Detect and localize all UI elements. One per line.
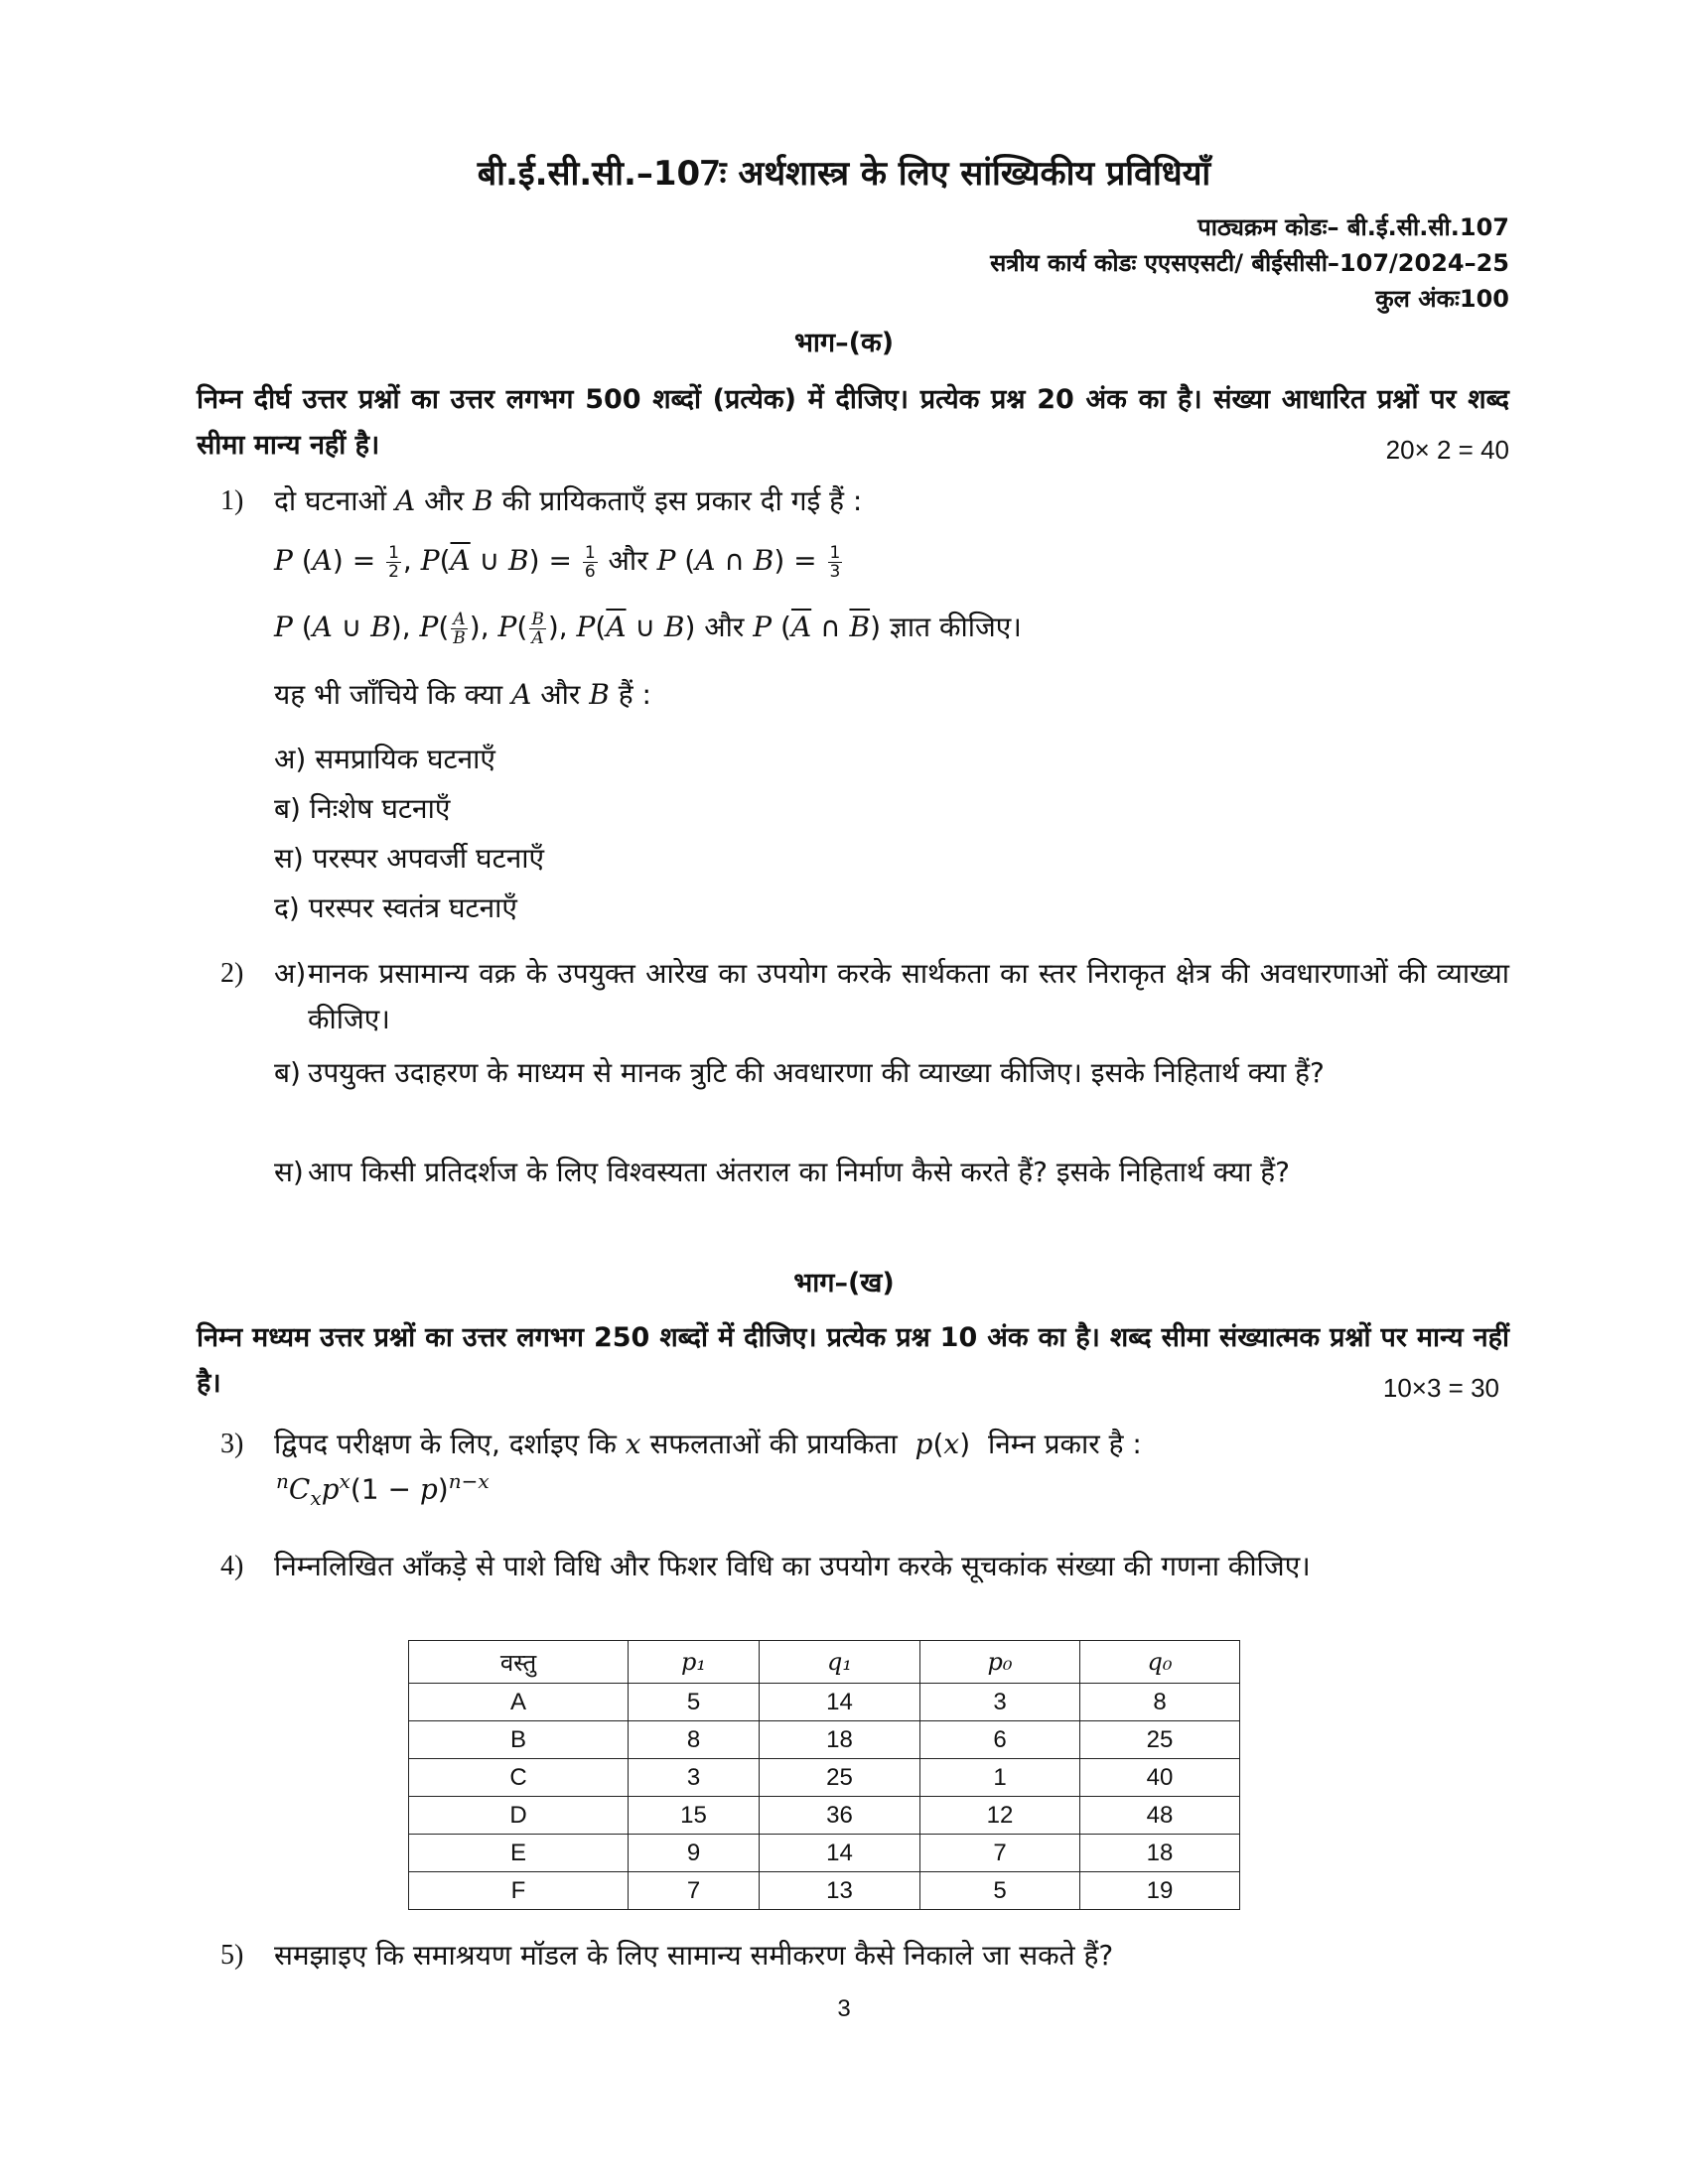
q1-number: 1) (220, 485, 244, 516)
col-header-p0: p₀ (920, 1641, 1080, 1684)
table-cell: 18 (1080, 1835, 1240, 1872)
q1-option-c: स) परस्पर अपवर्जी घटनाएँ (274, 842, 544, 875)
q2-part-b-text: उपयुक्त उदाहरण के माध्यम से मानक त्रुटि की अवधारणा की व्याख्या कीजिए। इसके निहितार्थ क्या हैं? (308, 1056, 1325, 1089)
page-number: 3 (837, 1995, 851, 2022)
table-cell: 48 (1080, 1797, 1240, 1835)
q4-text: निम्नलिखित आँकड़े से पाशे विधि और फिशर विधि का उपयोग करके सूचकांक संख्या की गणना कीजिए। (274, 1550, 1311, 1582)
q1-text-and: और (424, 484, 465, 517)
q3-text-before: द्विपद परीक्षण के लिए, दर्शाइए कि (274, 1428, 617, 1460)
table-cell: 8 (1080, 1684, 1240, 1721)
q1-check-before: यह भी जाँचिये कि क्या (274, 678, 503, 711)
q1-var-a: A (395, 484, 416, 517)
q1-text-after: की प्रायिकताएँ इस प्रकार दी गई हैं : (501, 484, 863, 517)
q1-check-a: A (511, 678, 532, 711)
table-cell: B (409, 1721, 629, 1759)
q3-number: 3) (220, 1429, 244, 1459)
table-cell: F (409, 1872, 629, 1910)
table-cell: 5 (920, 1872, 1080, 1910)
table-cell: E (409, 1835, 629, 1872)
q1-check-line (274, 675, 651, 713)
q1-text-before: दो घटनाओं (274, 484, 387, 517)
table-header-row (409, 1641, 1240, 1684)
data-table (408, 1640, 1240, 1910)
document-title: बी.ई.सी.सी.–107ः अर्थशास्त्र के लिए सांख्यिकीय प्रविधियाँ (477, 154, 1211, 194)
table-cell: 15 (629, 1797, 760, 1835)
q2-part-a (274, 951, 1509, 1042)
q2-part-c (274, 1150, 1450, 1195)
col-header-p1: p₁ (629, 1641, 760, 1684)
table-cell: 9 (629, 1835, 760, 1872)
table-cell: C (409, 1759, 629, 1797)
q3-text-after: सफलताओं की प्रायकिता (649, 1428, 898, 1460)
q1-check-and: और (540, 678, 581, 711)
table-cell: 13 (760, 1872, 920, 1910)
q4-number: 4) (220, 1551, 244, 1581)
q2-part-c-label: स) (274, 1156, 304, 1188)
table-cell: 6 (920, 1721, 1080, 1759)
table-row (409, 1835, 1240, 1872)
q3-formula: $^nC_xp^x(1 - p)^{n-x}$ (276, 1469, 490, 1510)
q2-part-c-text: आप किसी प्रतिदर्शज के लिए विश्वस्यता अंतराल का निर्माण कैसे करते हैं? इसके निहितार्थ क्या हैं? (308, 1156, 1290, 1188)
col-header-q1: q₁ (760, 1641, 920, 1684)
table-row (409, 1684, 1240, 1721)
q1-var-b: B (473, 484, 493, 517)
table-row (409, 1759, 1240, 1797)
table-row (409, 1872, 1240, 1910)
q3-text: द्विपद परीक्षण के लिए, दर्शाइए कि x सफलताओं की प्रायकिता p(x) निम्न प्रकार है : (274, 1428, 1142, 1460)
q1-option-a: अ) समप्रायिक घटनाएँ (274, 743, 495, 775)
table-cell: 14 (760, 1684, 920, 1721)
q1-option-b: ब) निःशेष घटनाएँ (274, 792, 451, 825)
part-b-heading: भाग–(ख) (793, 1268, 895, 1298)
table-cell: 3 (920, 1684, 1080, 1721)
table-cell: 12 (920, 1797, 1080, 1835)
table-cell: 1 (920, 1759, 1080, 1797)
q1-given-probabilities: P (A) = $\frac{1}{2}$ , $P(\overline{A}$ ∪ B) = $\frac{1}{6}$ और P (A ∩ B) = $\frac{1}{3}$ (274, 542, 841, 582)
part-b-instruction-text: निम्न मध्यम उत्तर प्रश्नों का उत्तर लगभग 250 शब्दों में दीजिए। प्रत्येक प्रश्न 10 अंक का है। शब्द सीमा संख्यात्मक प्रश्नों पर मान्य नहीं है। (197, 1322, 1509, 1399)
table-cell: 25 (1080, 1721, 1240, 1759)
part-b-marks: 10×3 = 30 (1382, 1373, 1499, 1403)
q2-part-b (274, 1050, 1509, 1096)
table-cell: 40 (1080, 1759, 1240, 1797)
q1-given-and: और (608, 544, 648, 577)
q1-check-b: B (589, 678, 610, 711)
q2-part-a-label: अ) (274, 957, 307, 990)
q2-part-a-text: मानक प्रसामान्य वक्र के उपयुक्त आरेख का उपयोग करके सार्थकता का स्तर निराकृत क्षेत्र की अवधारणाओं की व्याख्या कीजिए। (308, 957, 1509, 1035)
part-a-instruction (197, 377, 1509, 469)
table-cell: 3 (629, 1759, 760, 1797)
q1-text (274, 478, 1509, 524)
q1-find-line: P (A ∪ B), P( $\frac{A}{B}$ ), P( $\frac{B}{A}$ ), $P(\overline{A}$ ∪ B) और P ($\overline{A}$ ∩ $\overline{B}$) ज्ञात कीजिए। (274, 609, 1022, 648)
part-a-marks: 20× 2 = 40 (1385, 435, 1509, 465)
q3-text-end: निम्न प्रकार है : (987, 1428, 1142, 1460)
table-cell: 25 (760, 1759, 920, 1797)
table-cell: 19 (1080, 1872, 1240, 1910)
part-a-heading: भाग–(क) (793, 328, 895, 358)
table-row (409, 1797, 1240, 1835)
table-cell: 8 (629, 1721, 760, 1759)
table-row (409, 1721, 1240, 1759)
table-cell: 5 (629, 1684, 760, 1721)
q2-part-b-label: ब) (274, 1056, 301, 1089)
table-cell: 7 (629, 1872, 760, 1910)
q2-number: 2) (220, 958, 244, 989)
table-cell: A (409, 1684, 629, 1721)
col-header-item: वस्तु (409, 1641, 629, 1684)
question-1 (0, 478, 1688, 524)
course-code: पाठ्यक्रम कोडः– बी.ई.सी.सी.107 (1197, 213, 1509, 241)
table-cell: 18 (760, 1721, 920, 1759)
q1-find-text: ज्ञात कीजिए। (889, 611, 1022, 643)
q5-text: समझाइए कि समाश्रयण मॉडल के लिए सामान्य समीकरण कैसे निकाले जा सकते हैं? (274, 1939, 1114, 1972)
q1-check-after: हैं : (618, 678, 651, 711)
q3-var-x: x (625, 1428, 641, 1460)
col-header-q0: q₀ (1080, 1641, 1240, 1684)
part-a-instruction-text: निम्न दीर्घ उत्तर प्रश्नों का उत्तर लगभग 500 शब्दों (प्रत्येक) में दीजिए। प्रत्येक प्रश्न 20 अंक का है। संख्या आधारित प्रश्नों पर शब्द सीमा मान्य नहीं है। (197, 384, 1509, 461)
total-marks: कुल अंकः100 (1375, 285, 1509, 313)
table-cell: 14 (760, 1835, 920, 1872)
q1-find-and: और (704, 611, 745, 643)
table-cell: D (409, 1797, 629, 1835)
q1-option-d: द) परस्पर स्वतंत्र घटनाएँ (274, 891, 517, 924)
q5-number: 5) (220, 1940, 244, 1971)
part-b-instruction (197, 1315, 1509, 1407)
assignment-code: सत्रीय कार्य कोडः एएसएसटी/ बीईसीसी–107/2024–25 (990, 249, 1509, 277)
table-cell: 36 (760, 1797, 920, 1835)
table-cell: 7 (920, 1835, 1080, 1872)
